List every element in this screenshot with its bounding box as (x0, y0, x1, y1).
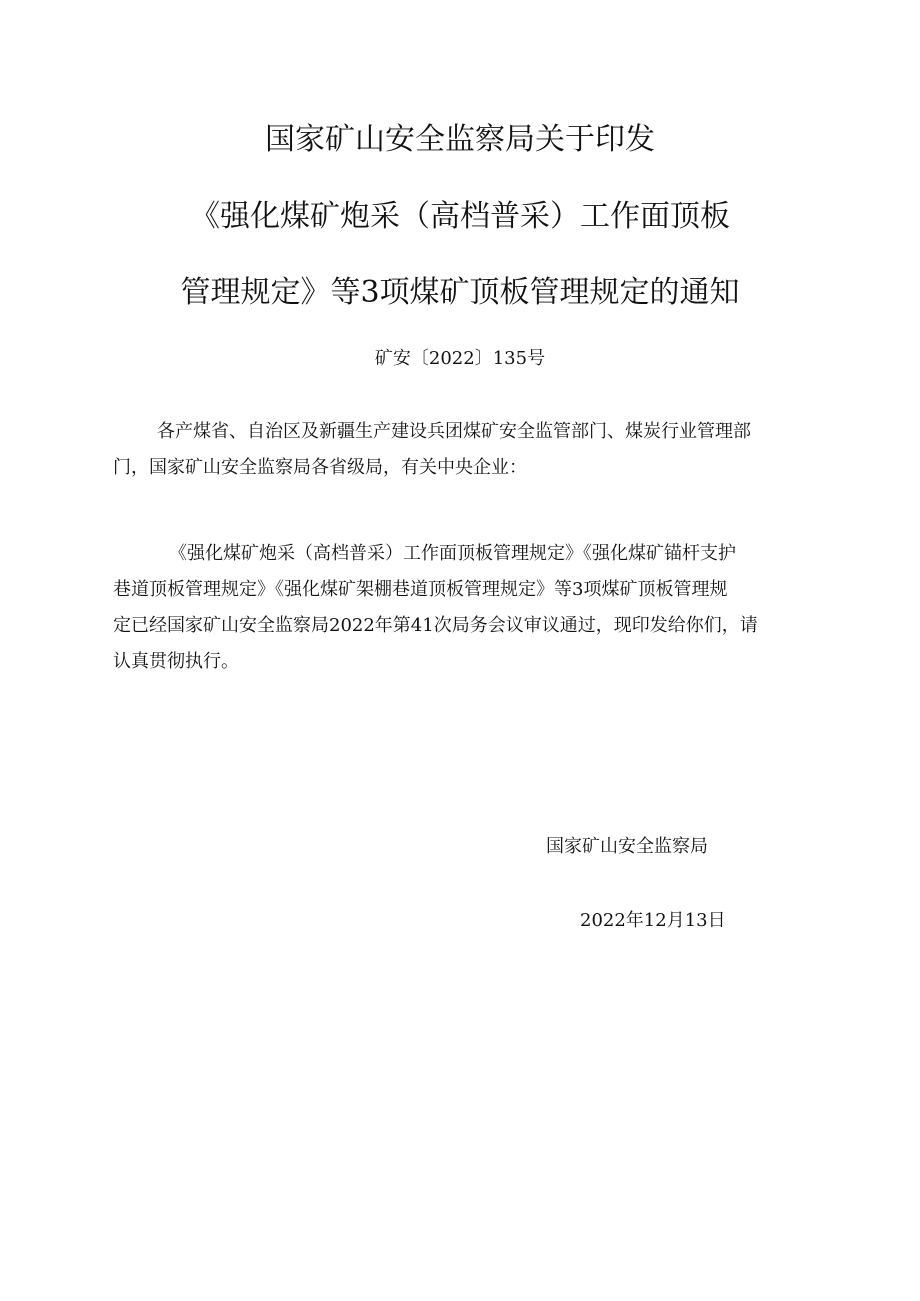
body-line-4: 认真贯彻执行。 (113, 651, 239, 672)
body-paragraph (113, 536, 833, 680)
recipients-line-1: 各产煤省、自治区及新疆生产建设兵团煤矿安全监管部门、煤炭行业管理部 (157, 421, 751, 442)
body-line-1: 《强化煤矿炮采（高档普采）工作面顶板管理规定》《强化煤矿锚杆支护 (169, 543, 736, 564)
document-number: 矿安〔2022〕135号 (374, 348, 546, 369)
body-line-2: 巷道顶板管理规定》《强化煤矿架棚巷道顶板管理规定》等3项煤矿顶板管理规 (113, 579, 728, 600)
body-line-3: 定已经国家矿山安全监察局2022年第41次局务会议审议通过，现印发给你们，请 (113, 615, 758, 636)
recipients-line-2: 门，国家矿山安全监察局各省级局，有关中央企业： (113, 457, 527, 478)
title-line-3: 管理规定》等3项煤矿顶板管理规定的通知 (180, 275, 740, 310)
signing-organization: 国家矿山安全监察局 (546, 836, 708, 857)
title-line-1: 国家矿山安全监察局关于印发 (265, 122, 655, 157)
title-line-2: 《强化煤矿炮采（高档普采）工作面顶板 (190, 199, 730, 234)
signing-date: 2022年12月13日 (580, 910, 726, 931)
recipients-paragraph (113, 414, 833, 486)
